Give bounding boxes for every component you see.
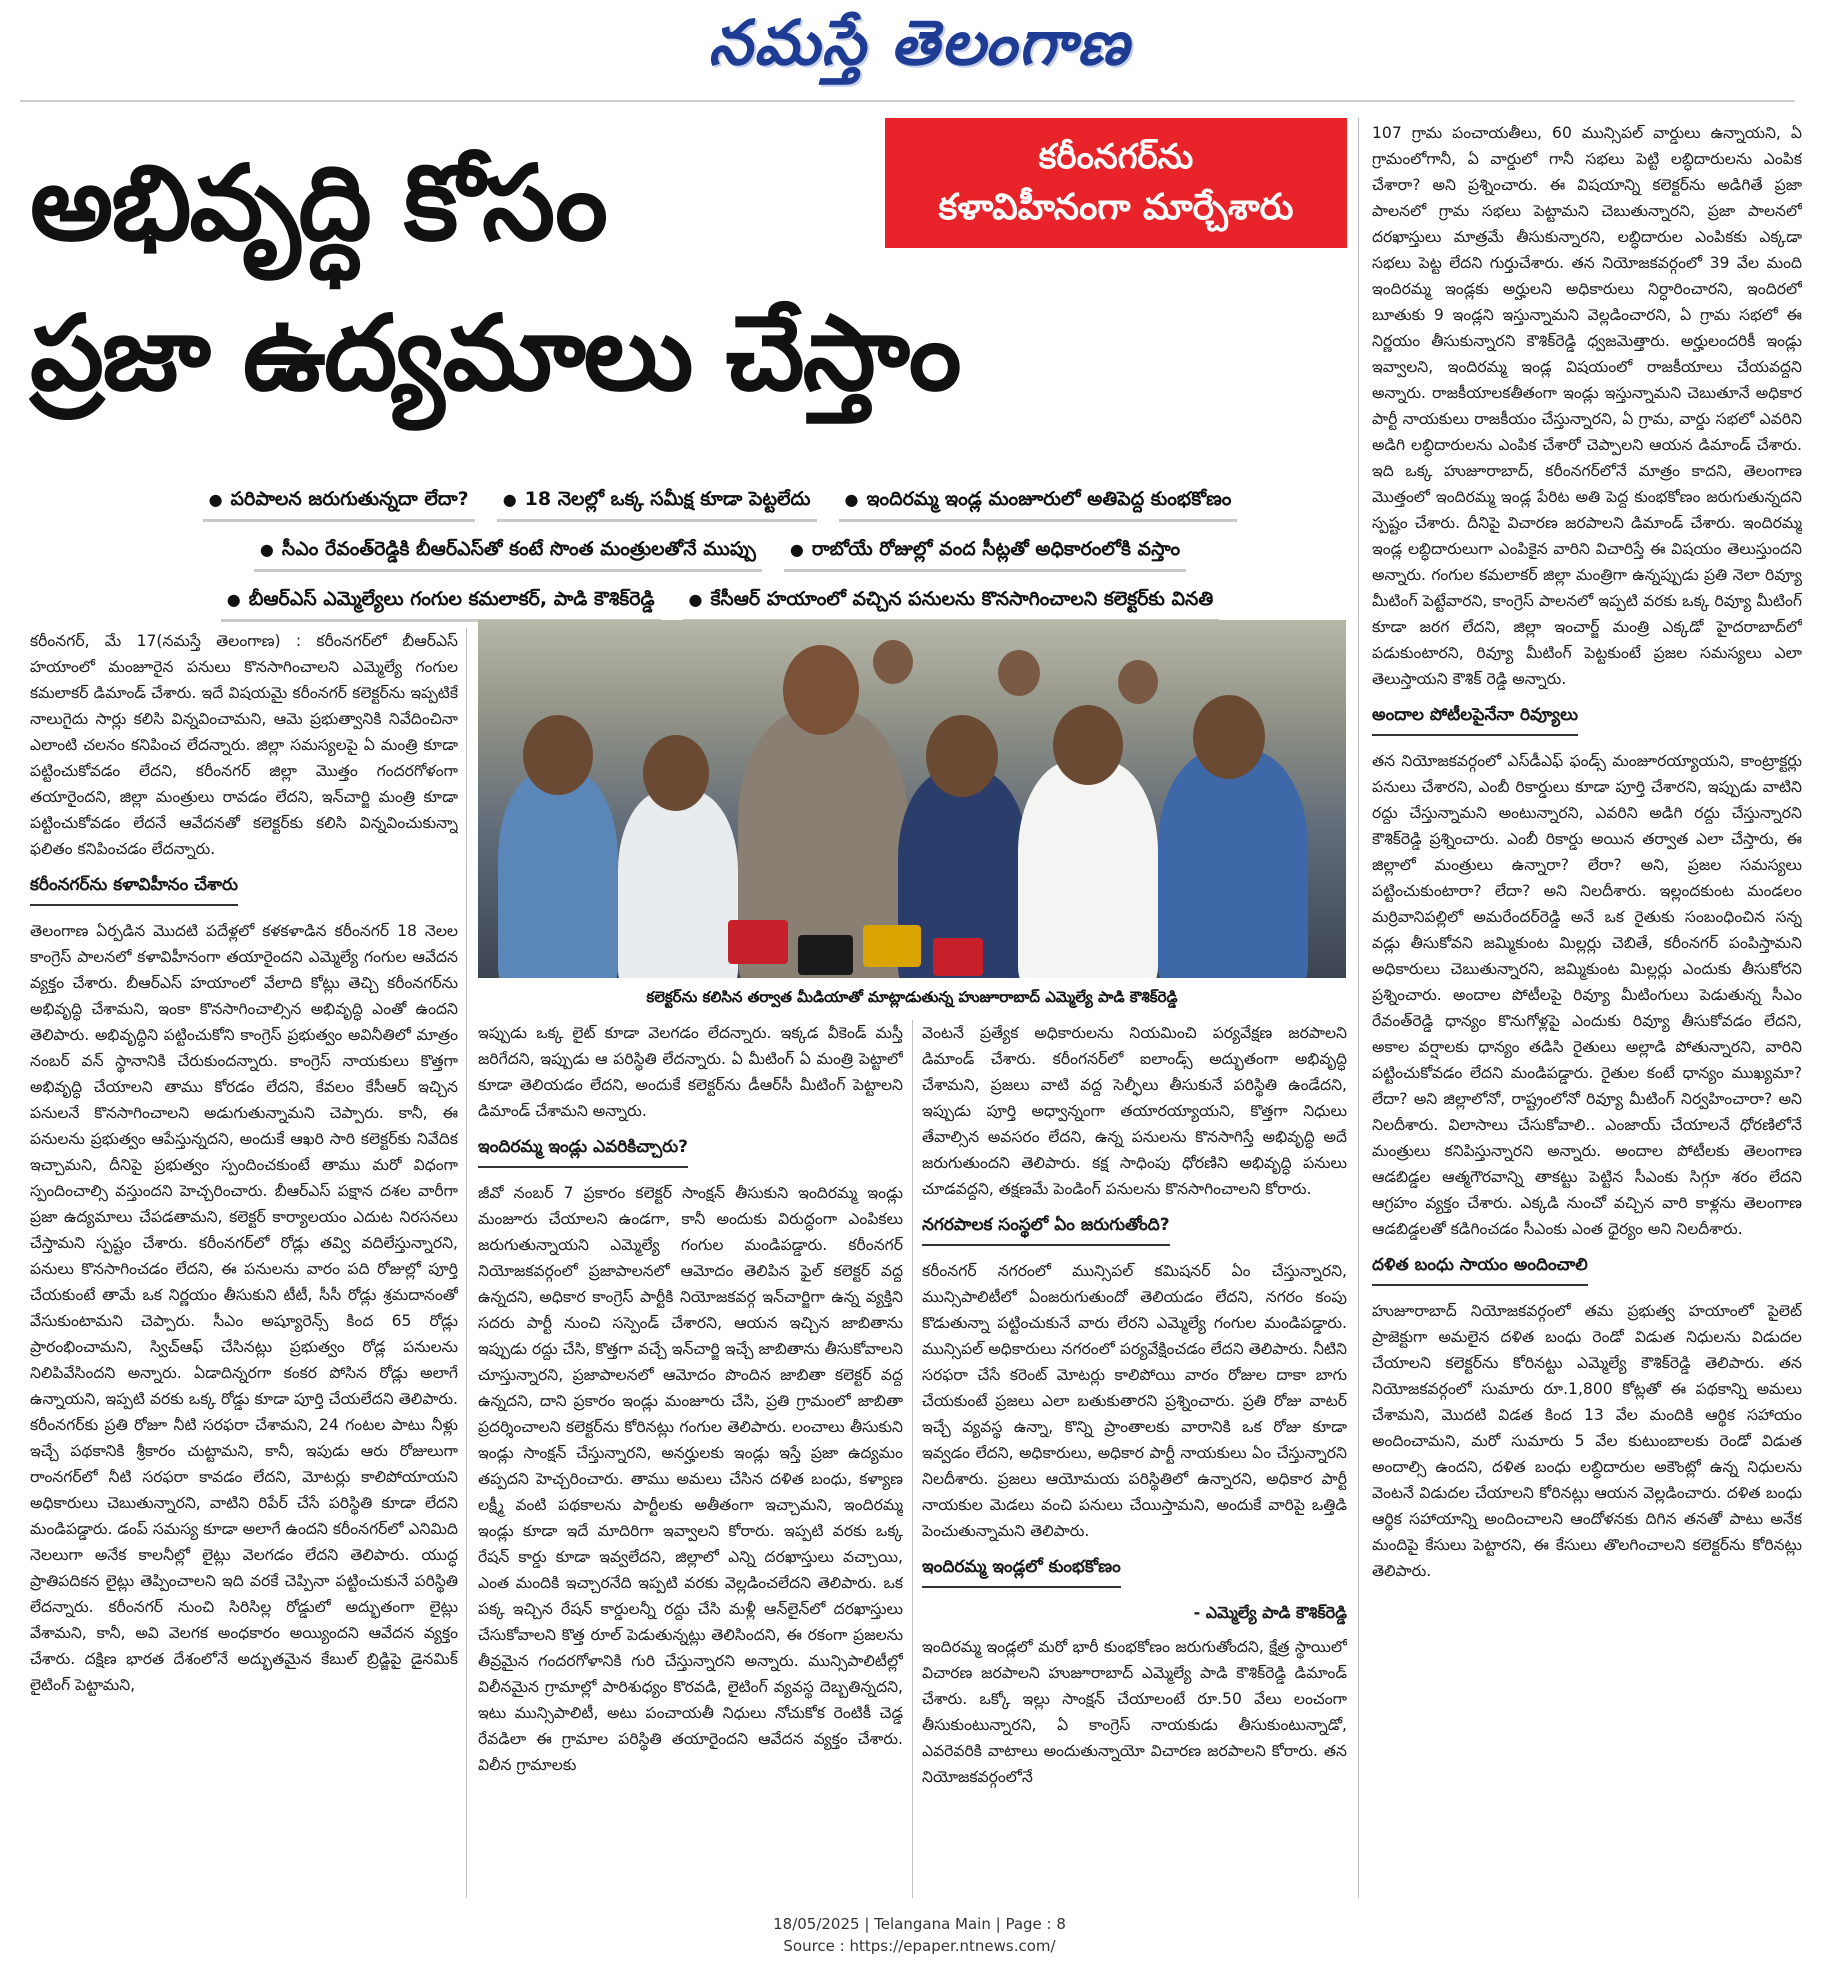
photo-caption: కలెక్టర్‌ను కలిసిన తర్వాత మీడియాతో మాట్లాడుతున్న హుజూరాబాద్ ఎమ్మెల్యే పాడి కౌశిక్‌రెడ్డి — [646, 988, 1178, 1006]
bullet-item: ● ఇందిరమ్మ ఇండ్ల మంజూరులో అతిపెద్ద కుంభకోణం — [839, 482, 1238, 522]
article-column-3 — [922, 1020, 1347, 1898]
dateline-paragraph: కరీంనగర్, మే 17(నమస్తే తెలంగాణ) : కరీంనగర్‌లో బీఆర్ఎస్ హయాంలో మంజూరైన పనులు కొనసాగించాలని ఎమ్మెల్యే గంగుల కమలాకర్ డిమాండ్ చేశారు. ఇదే విషయమై కరీంనగర్ కలెక్టర్‌ను ఇప్పటికే నాలుగైదు సార్లు కలిసి విన్నవించామని, ఆమె ప్రభుత్వానికి నివేదించినా ఎలాంటి చలనం కనిపించ లేదన్నారు. జిల్లా సమస్యలపై ఏ మంత్రి కూడా పట్టించుకోవడం లేదని, కరీంనగర్ జిల్లా మొత్తం గందరగోళంగా తయారైందని, జిల్లా మంత్రులు రావడం లేదని, ఇన్‌చార్జి మంత్రి కూడా పట్టించుకోవడం లేదనే ఆవేదనతో కలెక్టర్‌కు కలిసి విన్నవించుకున్నా ఫలితం కనిపించడం లేదన్నారు. — [30, 632, 458, 858]
masthead-divider — [20, 100, 1795, 102]
column-divider — [912, 1020, 913, 1898]
bullet-item: ● రాబోయే రోజుల్లో వంద సీట్లతో అధికారంలోకి వస్తాం — [784, 532, 1186, 572]
column-divider — [1358, 118, 1359, 1898]
bullet-item: ● సీఎం రేవంత్‌రెడ్డికి బీఆర్‌ఎస్‌తో కంటే సొంత మంత్రులతోనే ముప్పు — [254, 532, 762, 572]
subheading: ఇందిరమ్మ ఇండ్లలో కుంభకోణం — [922, 1552, 1121, 1588]
subheading: అందాల పోటీలపైనేనా రివ్యూలు — [1372, 700, 1578, 736]
bullet-row — [100, 582, 1340, 622]
bullet-item: ● పరిపాలన జరుగుతున్నదా లేదా? — [203, 482, 475, 522]
body-paragraph: వెంటనే ప్రత్యేక అధికారులను నియమించి పర్యవేక్షణ జరపాలని డిమాండ్ చేశారు. కరీంగనర్‌లో ఐలాండ్స్ అద్భుతంగా అభివృద్ధి చేశామని, ప్రజలు వాటి వద్ద సెల్ఫీలు తీసుకునే పరిస్థితి ఉండేదని, ఇప్పుడు పూర్తి అధ్వాన్నంగా తయారయ్యాయని, కొత్తగా నిధులు తేవాల్సిన అవసరం లేదని, ఉన్న పనులను కొనసాగిస్తే అభివృద్ధి అదే జరుగుతుందని తెలిపారు. కక్ష సాధింపు ధోరణిని అభివృద్ధి పనులు చూడవద్దని, తక్షణమే పెండింగ్ పనులను కొనసాగించాలని కోరారు. — [922, 1024, 1347, 1198]
body-paragraph: జీవో నంబర్ 7 ప్రకారం కలెక్టర్ సాంక్షన్ తీసుకుని ఇందిరమ్మ ఇండ్లు మంజూరు చేయాలని ఉండగా, కానీ అందుకు విరుద్ధంగా ఎంపికలు జరుగుతున్నాయని ఎమ్మెల్యే గంగుల మండిపడ్డారు. కరీంనగర్ నియోజకవర్గంలో ప్రజాపాలనలో ఆమోదం తెలిపిన ఫైల్ కలెక్టర్ వద్ద ఉన్నదని, అధికార కాంగ్రెస్ పార్టీకి నియోజకవర్గ ఇన్‌చార్జిగా ఉన్న వ్యక్తిని సదరు పార్టీ నుంచి సస్పెండ్ చేశారని, ఆయన ఇచ్చిన జాబితాను ఇప్పుడు రద్దు చేసి, కొత్తగా వచ్చే ఇన్‌చార్జి ఇచ్చే జాబితాను తీసుకోవాలని చూస్తున్నారని, ప్రజాపాలనలో ఆమోదం పొందిన జాబితా కలెక్టర్ వద్ద ఉన్నదని, దాని ప్రకారం ఇండ్లు మంజూరు చేసి, ప్రతి గ్రామంలో జాబితా ప్రదర్శించాలని కలెక్టర్‌ను కోరినట్లు గంగుల తెలిపారు. లంచాలు తీసుకుని ఇండ్లు సాంక్షన్ చేస్తున్నారని, అనర్హులకు ఇండ్లు ఇస్తే ప్రజా ఉద్యమం తప్పదని హెచ్చరించారు. తాము అమలు చేసిన దళిత బంధు, కళ్యాణ లక్ష్మీ వంటి పథకాలను పార్టీలకు అతీతంగా ఇచ్చామని, ఇందిరమ్మ ఇండ్లు కూడా ఇదే మాదిరిగా ఇవ్వాలని కోరారు. ఇప్పటి వరకు ఒక్క రేషన్ కార్డు కూడా ఇవ్వలేదని, జిల్లాలో ఎన్ని దరఖాస్తులు వచ్చాయి, ఎంత మందికి ఇచ్చారనేది ఇప్పటి వరకు వెల్లడించలేదని తెలిపారు. ఒక పక్క ఇచ్చిన రేషన్ కార్డులన్నీ రద్దు చేసి మళ్లీ ఆన్‌లైన్‌లో దరఖాస్తులు చేసుకోవాలని కొత్త రూల్ పెడుతున్నట్లు తెలిసిందని, ఈ రకంగా ప్రజలను తీవ్రమైన గందరగోళానికి గురి చేస్తున్నారని అన్నారు. మున్సిపాలిటీల్లో విలీనమైన గ్రామాల్లో పారిశుధ్యం కొరవడి, లైటింగ్ వ్యవస్థ దెబ్బతిన్నదని, ఇటు మున్సిపాలిటీ, అటు పంచాయతీ నిధులు నోచుకోక రెంటికీ చెడ్డ రేవడిలా ఈ గ్రామాల పరిస్థితి తయారైందని ఆవేదన వ్యక్తం చేశారు. విలీన గ్రామాలకు — [478, 1184, 903, 1774]
headline-line-2: ప్రజా ఉద్యమాలు చేస్తాం — [30, 292, 960, 414]
kicker-line-2: కళావిహీనంగా మార్చేశారు — [938, 187, 1294, 228]
bullet-row — [100, 532, 1340, 572]
body-paragraph: తెలంగాణ ఏర్పడిన మొదటి పదేళ్లలో కళకళాడిన కరీంనగర్ 18 నెలల కాంగ్రెస్ పాలనలో కళావిహీనంగా తయారైందని ఎమ్మెల్యే గంగుల ఆవేదన వ్యక్తం చేశారు. బీఆర్ఎస్ హయాంలో వేలాది కోట్లు తెచ్చి కరీంనగర్‌ను అభివృద్ధి చేశామని, ఇంకా కొనసాగించాల్సిన అభివృద్ధి ఎంతో ఉందని తెలిపారు. అభివృద్ధిని పట్టించుకోని కాంగ్రెస్ ప్రభుత్వం అవినీతిలో మాత్రం నంబర్ వన్ స్థానానికి చేరుకుందన్నారు. కాంగ్రెస్ నాయకులు కొత్తగా అభివృద్ధి చేయాలని తాము కోరడం లేదని, కేవలం కేసీఆర్ ఇచ్చిన పనులనే కొనసాగించాలని అడుగుతున్నామని చెప్పారు. కానీ, ఈ పనులను ప్రభుత్వం ఆపేస్తున్నదని, అందుకే ఆఖరి సారి కలెక్టర్‌కు నివేదిక ఇచ్చామని, దీనిపై ప్రభుత్వం స్పందించకుంటే తాము మరో విధంగా స్పందించాల్సి వస్తుందని హెచ్చరించారు. బీఆర్ఎస్ పక్షాన దశల వారీగా ప్రజా ఉద్యమాలు చేపడతామని, కలెక్టర్ కార్యాలయం ఎదుట నిరసనలు చేస్తామని స్పష్టం చేశారు. కరీంనగర్‌లో రోడ్లు తవ్వి వదిలేస్తున్నారని, పనులు కొనసాగించడం లేదని, ఈ పనులను వారం పది రోజుల్లో పూర్తి చేయకుంటే తామే ఒక నిర్ణయం తీసుకుని టీటీ, సీసీ రోడ్లు శ్రమదానంతో వేసుకుంటామని చెప్పారు. సీఎం అష్యూరెన్స్ కింద 65 రోడ్లు ప్రారంభించామని, స్విచ్‌ఆఫ్ చేసినట్లు ప్రభుత్వం రోడ్ల పనులను నిలిపివేసిందని అన్నారు. ఏడాదిన్నరగా కంకర పోసిన రోడ్లు అలాగే ఉన్నాయని, ఇప్పటి వరకు ఒక్క రోడ్డు కూడా పూర్తి చేయలేదని తెలిపారు. కరీంనగర్‌కు ప్రతి రోజూ నీటి సరఫరా చేశామని, 24 గంటల పాటు నీళ్లు ఇచ్చే పథకానికి శ్రీకారం చుట్టామని, కానీ, ఇపుడు ఆరు రోజులుగా రాంనగర్‌లో నీటి సరఫరా కావడం లేదని, మోటర్లు కాలిపోయాయని అధికారులు చెబుతున్నారని, వాటిని రిపేర్ చేసే పరిస్థితి కూడా లేదని మండిపడ్డారు. డంప్ సమస్య కూడా అలాగే ఉందని కరీంనగర్‌లో ఎనిమిది నెలలుగా అనేక కాలనీల్లో లైట్లు వెలగడం లేదని తెలిపారు. యుద్ధ ప్రాతిపదికన లైట్లు తెప్పించాలని ఇది వరకే చెప్పినా పట్టించుకునే పరిస్థితి లేదన్నారు. కరీంనగర్ నుంచి సిరిసిల్ల రోడ్డులో అద్భుతంగా లైట్లు వేశామని, కానీ, అవి వెలగక అంధకారం అయ్యిందని ఆవేదన వ్యక్తం చేశారు. దక్షిణ భారత దేశంలోనే అద్భుతమైన కేబుల్ బ్రిడ్జిపై డైనమిక్ లైటింగ్ పెట్టామని, — [30, 922, 458, 1694]
body-paragraph: తన నియోజకవర్గంలో ఎస్‌డీఎఫ్ ఫండ్స్ మంజూరయ్యాయని, కాంట్రాక్టర్లు పనులు చేశారని, ఎంబీ రికార్డులు కూడా పూర్తి చేశారని, ఇప్పుడు వాటిని రద్దు చేస్తున్నామని అంటున్నారని, ఎవరిని అడిగి రద్దు చేస్తున్నారని కౌశిక్‌రెడ్డి ప్రశ్నించారు. ఎంబీ రికార్డు అయిన తర్వాత ఎలా చేస్తారు, ఈ జిల్లాలో మంత్రులు ఉన్నారా? లేరా? అని, ప్రజల సమస్యలు పట్టించుకుంటారా? లేదా? అని నిలదీశారు. ఇల్లందకుంట మండలం మర్రివానిపల్లిలో అమరేందర్‌రెడ్డి అనే ఒక రైతుకు సంబంధించిన సన్న వడ్లు తీసుకోవని జమ్మికుంట మిల్లర్లు చెబితే, కరీంనగర్ పంపిస్తామని అధికారులు చెబుతున్నారని, జమ్మికుంట మిల్లర్లు ఎందుకు తీసుకోరని ప్రశ్నించారు. అందాల పోటీలపై రివ్యూ మీటింగులు పెడుతున్న సీఎం రేవంత్‌రెడ్డి ధాన్యం కొనుగోళ్లపై ఎందుకు రివ్యూ తీసుకోవడం లేదని, అకాల వర్షాలకు ధాన్యం తడిసి రైతులు అల్లాడి పోతున్నారని, వారిని పట్టించుకోవడం లేదని మండిపడ్డారు. రైతుల కంటే ధాన్యం ముఖ్యమా? లేదా? అని జిల్లాలోనో, రాష్ట్రంలోనో రివ్యూ మీటింగ్ నిర్వహించారా? అని నిలదీశారు. విలాసాలు చేసుకోవాలి.. ఎంజాయ్ చేయాలనే ధోరణిలోనే మంత్రులు కనిపిస్తున్నారని అన్నారు. అందాల పోటీలకు తెలంగాణ ఆడబిడ్డల ఆత్మగౌరవాన్ని తాకట్టు పెట్టిన సీఎంకు సిగ్గూ శరం లేదని ఆగ్రహం వ్యక్తం చేశారు. ఎక్కడి నుంచో వచ్చిన వారి కాళ్లను తెలంగాణ ఆడబిడ్డలతో కడిగించడం సీఎంకు ఎంత ధైర్యం అని నిలదీశారు. — [1372, 752, 1802, 1238]
body-paragraph: ఇందిరమ్మ ఇండ్లలో మరో భారీ కుంభకోణం జరుగుతోందని, క్షేత్ర స్థాయిలో విచారణ జరపాలని హుజూరాబాద్ ఎమ్మెల్యే పాడి కౌశిక్‌రెడ్డి డిమాండ్ చేశారు. ఒక్కో ఇల్లు సాంక్షన్ చేయాలంటే రూ.50 వేలు లంచంగా తీసుకుంటున్నారని, ఏ కాంగ్రెస్ నాయకుడు తీసుకుంటున్నాడో, ఎవరెవరికి వాటాలు అందుతున్నాయో విచారణ జరపాలని కోరారు. తన నియోజకవర్గంలోనే — [922, 1638, 1347, 1786]
kicker-line-1: కరీంనగర్‌ను — [1038, 137, 1194, 177]
masthead — [0, 0, 1839, 100]
highlight-bullets — [100, 482, 1340, 632]
masthead-title: నమస్తే తెలంగాణ — [708, 6, 1131, 79]
article-column-1 — [30, 628, 458, 1898]
source-link[interactable]: Source : https://epaper.ntnews.com/ — [783, 1937, 1056, 1955]
bullet-item: ● కేసీఆర్ హయాంలో వచ్చిన పనులను కొనసాగించాలని కలెక్టర్‌కు వినతి — [683, 582, 1220, 622]
body-paragraph: 107 గ్రామ పంచాయతీలు, 60 మున్సిపల్ వార్డులు ఉన్నాయని, ఏ గ్రామంలోగానీ, ఏ వార్డులో గానీ సభలు పెట్టి లబ్ధిదారులను ఎంపిక చేశారా? అని ప్రశ్నించారు. ఈ విషయాన్ని కలెక్టర్‌ను అడిగితే ప్రజా పాలనలో గ్రామ సభలు పెట్టామని చెబుతున్నారని, ప్రజా పాలనలో దరఖాస్తులు మాత్రమే తీసుకున్నారని, లబ్ధిదారుల ఎంపికకు ఎక్కడా సభలు పెట్ట లేదని గుర్తుచేశారు. తన నియోజకవర్గంలో 39 వేల మంది ఇందిరమ్మ ఇండ్లకు అర్హులని అధికారులు నిర్ధారించారని, ఇందిరలో బూతుకు 9 ఇండ్లని ఇస్తున్నామని వెల్లడించారని, ఏ గ్రామ సభలో ఈ నిర్ణయం తీసుకున్నారని కౌశిక్‌రెడ్డి ధ్వజమెత్తారు. అర్హులందరికీ ఇండ్లు ఇవ్వాలని, ఇందిరమ్మ ఇండ్ల విషయంలో రాజకీయాలు చేయవద్దని అన్నారు. రాజకీయాలకతీతంగా ఇండ్లు ఇస్తున్నామని చెబుతూనే అధికార పార్టీ నాయకులు రాజకీయం చేస్తున్నారని, ఏ గ్రామ, వార్డు సభలో ఎవరిని అడిగి లబ్ధిదారులను ఎంపిక చేశారో చెప్పాలని ఆయన డిమాండ్ చేశారు. ఇది ఒక్క హుజూరాబాద్, కరీంనగర్‌లోనే మాత్రం కాదని, తెలంగాణ మొత్తంలో ఇందిరమ్మ ఇండ్ల పేరిట అతి పెద్ద కుంభకోణం జరుగుతున్నదని స్పష్టం చేశారు. దీనిపై విచారణ జరపాలని డిమాండ్ చేశారు. ఇందిరమ్మ ఇండ్ల లబ్ధిదారులుగా ఎంపికైన వారిని విచారిస్తే ఈ విషయం తెలుస్తుందని అన్నారు. గంగుల కమలాకర్ జిల్లా మంత్రిగా ఉన్నప్పుడు ప్రతి నెలా రివ్యూ మీటింగ్ పెట్టేవారని, కాంగ్రెస్ పాలనలో ఇప్పటి వరకు ఒక్క రివ్యూ మీటింగ్ కూడా జరగ లేదని, జిల్లా ఇంచార్జ్ మంత్రి ఎక్కడో హైదరాబాద్‌లో పడుకుంటారని, రివ్యూ మీటింగ్ పెట్టకుంటే ప్రజల సమస్యలు ఎలా తెలుస్తాయని కౌశిక్ రెడ్డి అన్నారు. — [1372, 124, 1802, 688]
bullet-item: ● 18 నెలల్లో ఒక్క సమీక్ష కూడా పెట్టలేదు — [497, 482, 817, 522]
subheading: ఇందిరమ్మ ఇండ్లు ఎవరికిచ్చారు? — [478, 1132, 688, 1168]
article-column-4 — [1372, 120, 1802, 1898]
subheading: నగరపాలక సంస్థలో ఏం జరుగుతోంది? — [922, 1210, 1170, 1246]
body-paragraph: ఇప్పుడు ఒక్క లైట్ కూడా వెలగడం లేదన్నారు. ఇక్కడ వీకెండ్ మస్తీ జరిగేదని, ఇప్పుడు ఆ పరిస్థితి లేదన్నారు. ఏ మీటింగ్ ఏ మంత్రి పెట్టాలో కూడా తెలియడం లేదని, అందుకే కలెక్టర్‌ను డీఆర్‌సీ మీటింగ్ పెట్టాలని డిమాండ్ చేశామని అన్నారు. — [478, 1024, 903, 1120]
bullet-row — [100, 482, 1340, 522]
bullet-item: ● బీఆర్‌ఎస్ ఎమ్మెల్యేలు గంగుల కమలాకర్, పాడి కౌశిక్‌రెడ్డి — [221, 582, 661, 622]
headline-line-1: అభివృద్ధి కోసం — [30, 142, 606, 264]
subheading: దళిత బంధు సాయం అందించాలి — [1372, 1250, 1588, 1286]
byline: - ఎమ్మెల్యే పాడి కౌశిక్‌రెడ్డి — [1193, 1603, 1347, 1622]
body-paragraph: హుజూరాబాద్ నియోజకవర్గంలో తమ ప్రభుత్వ హయాంలో పైలెట్ ప్రాజెక్టుగా అమలైన దళిత బంధు రెండో విడుత నిధులను విడుదల చేయాలని కలెక్టర్‌ను కోరినట్టు ఎమ్మెల్యే కౌశిక్‌రెడ్డి తెలిపారు. తన నియోజకవర్గంలో సుమారు రూ.1,800 కోట్లతో ఈ పథకాన్ని అమలు చేశామని, మొదటి విడత కింద 13 వేల మందికి ఆర్థిక సహాయం అందించామని, మరో సుమారు 5 వేల కుటుంబాలకు రెండో విడుత అందాల్సి ఉందని, దళిత బంధు లబ్ధిదారుల అకౌంట్లో ఉన్న నిధులను వెంటనే విడుదల చేయాలని కోరినట్లు ఆయన వెల్లడించారు. దళిత బంధు ఆర్థిక సహాయాన్ని అందించాలని ఆందోళనకు దిగిన తనతో పాటు అనేక మందిపై కేసులు పెట్టారని, ఈ కేసులు తొలగించాలని కలెక్టర్‌ను కోరినట్లు తెలిపారు. — [1372, 1302, 1802, 1580]
press-photo — [478, 620, 1346, 978]
red-kicker-box — [885, 118, 1347, 248]
column-divider — [466, 628, 467, 1898]
body-paragraph: కరీంనగర్ నగరంలో మున్సిపల్ కమిషనర్ ఏం చేస్తున్నారని, మున్సిపాలిటీలో ఏంజరుగుతుందో తెలియడం లేదని, నగరం కంపు కొడుతున్నా పట్టించుకునే వారు లేరని ఎమ్మెల్యే గంగుల మండిపడ్డారు. మున్సిపల్ అధికారులు నగరంలో పర్యవేక్షించడం లేదని తెలిపారు. నీటిని సరఫరా చేసే కరెంట్ మోటర్లు కాలిపోయి వారం రోజుల దాకా బాగు చేయకుంటే ప్రజలు ఎలా బతుకుతారని ప్రశ్నించారు. ప్రతి రోజు వాటర్ ఇచ్చే వ్యవస్థ ఉన్నా, కొన్ని ప్రాంతాలకు వారానికి ఒక రోజు కూడా ఇవ్వడం లేదని, అధికారులు, అధికార పార్టీ నాయకులు ఏం చేస్తున్నారని నిలదీశారు. ప్రజలు ఆయోమయ పరిస్థితిలో ఉన్నారని, అధికార పార్టీ నాయకుల మెడలు వంచి పనులు చేయిస్తామని, అందుకే వారిపై ఒత్తిడి పెంచుతున్నామని తెలిపారు. — [922, 1262, 1347, 1540]
page-footer — [0, 1913, 1839, 1957]
article-column-2 — [478, 1020, 903, 1898]
edition-info: 18/05/2025 | Telangana Main | Page : 8 — [773, 1915, 1066, 1933]
subheading: కరీంనగర్‌ను కళావిహీనం చేశారు — [30, 870, 238, 906]
